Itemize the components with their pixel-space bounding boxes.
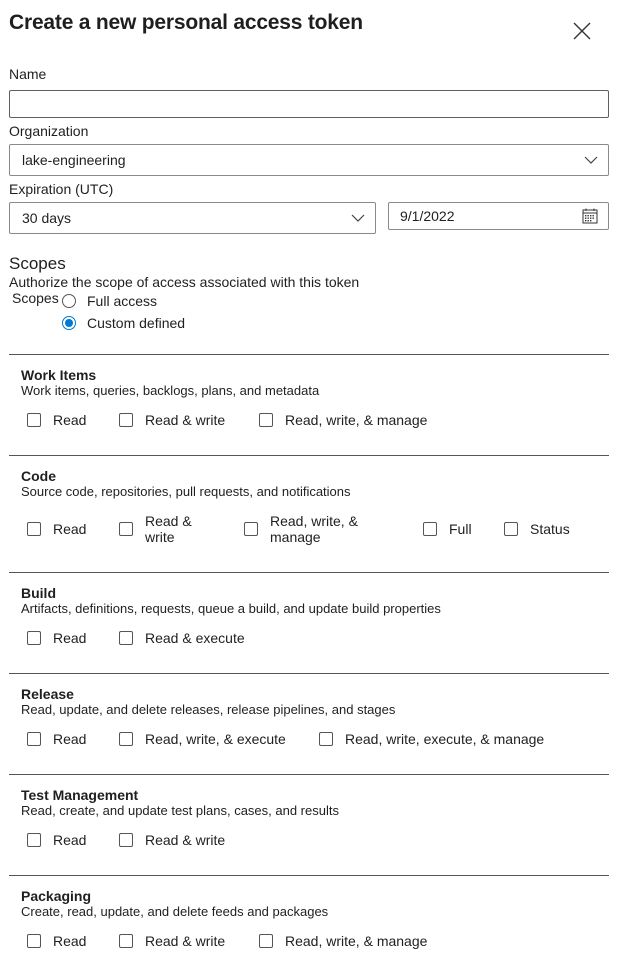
checkbox[interactable] <box>119 522 133 536</box>
section-divider <box>9 572 609 573</box>
checkbox[interactable] <box>27 413 41 427</box>
checkbox-label: Read <box>53 412 87 428</box>
checkbox[interactable] <box>119 833 133 847</box>
checkbox[interactable] <box>319 732 333 746</box>
checkbox[interactable] <box>27 934 41 948</box>
checkbox-label: Read <box>53 832 87 848</box>
chevron-down-icon <box>584 155 598 165</box>
checkbox-packaging-read-write[interactable] <box>119 933 225 949</box>
organization-value: lake-engineering <box>22 152 126 168</box>
scopes-description: Authorize the scope of access associated with this token <box>9 274 360 290</box>
section-desc-build: Artifacts, definitions, requests, queue a build, and update build properties <box>21 601 441 616</box>
checkbox-code-read[interactable] <box>27 521 86 537</box>
expiration-value: 30 days <box>22 210 72 226</box>
checkbox[interactable] <box>423 522 437 536</box>
checkbox[interactable] <box>27 833 41 847</box>
section-divider <box>9 455 609 456</box>
checkbox-label: Read <box>53 521 87 537</box>
section-desc-test-management: Read, create, and update test plans, cases, and results <box>21 803 339 818</box>
checkbox-packaging-manage[interactable] <box>259 933 427 949</box>
checkbox-label: Read & execute <box>145 630 245 646</box>
scopes-label: Scopes <box>12 290 59 306</box>
radio-custom-defined[interactable] <box>62 315 185 331</box>
checkbox-label: Read & write <box>145 933 226 949</box>
checkbox[interactable] <box>119 732 133 746</box>
checkbox-release-read[interactable] <box>27 731 86 747</box>
calendar-icon[interactable] <box>582 208 598 224</box>
checkbox[interactable] <box>119 934 133 948</box>
checkbox-build-read[interactable] <box>27 630 86 646</box>
checkbox-label: Read, write, & manage <box>270 513 358 545</box>
checkbox-label: Full <box>449 521 472 537</box>
checkbox-test-read-write[interactable] <box>119 832 225 848</box>
section-divider <box>9 774 609 775</box>
checkbox-label: Read, write, & manage <box>285 933 428 949</box>
radio-full-access[interactable] <box>62 293 157 309</box>
checkbox-label: Read <box>53 731 87 747</box>
expiration-label: Expiration (UTC) <box>9 181 114 197</box>
checkbox-label: Read, write, & execute <box>145 731 286 747</box>
radio-button[interactable] <box>62 294 76 308</box>
close-button[interactable] <box>570 20 594 44</box>
section-title-code: Code <box>21 468 56 484</box>
section-divider <box>9 875 609 876</box>
name-label: Name <box>9 66 47 82</box>
section-title-release: Release <box>21 686 74 702</box>
checkbox-work-items-manage[interactable] <box>259 412 427 428</box>
checkbox[interactable] <box>259 413 273 427</box>
checkbox-code-read-write[interactable] <box>119 513 209 545</box>
radio-label: Full access <box>87 293 158 309</box>
checkbox-label: Status <box>530 521 570 537</box>
checkbox-work-items-read[interactable] <box>27 412 86 428</box>
section-desc-work-items: Work items, queries, backlogs, plans, and metadata <box>21 383 320 398</box>
radio-button[interactable] <box>62 316 76 330</box>
organization-dropdown[interactable] <box>9 144 609 176</box>
section-divider <box>9 673 609 674</box>
checkbox-build-read-execute[interactable] <box>119 630 245 646</box>
checkbox[interactable] <box>119 413 133 427</box>
radio-label: Custom defined <box>87 315 186 331</box>
section-divider <box>9 354 609 355</box>
checkbox-label: Read <box>53 933 87 949</box>
checkbox-label: Read & write <box>145 513 192 545</box>
section-desc-packaging: Create, read, update, and delete feeds and packages <box>21 904 329 919</box>
checkbox-test-read[interactable] <box>27 832 86 848</box>
chevron-down-icon <box>351 213 365 223</box>
checkbox-code-full[interactable] <box>423 521 472 537</box>
checkbox-release-manage[interactable] <box>319 731 544 747</box>
checkbox[interactable] <box>504 522 518 536</box>
checkbox-label: Read <box>53 630 87 646</box>
checkbox[interactable] <box>27 631 41 645</box>
section-title-test-management: Test Management <box>21 787 139 803</box>
close-icon <box>570 20 594 44</box>
section-desc-release: Read, update, and delete releases, release pipelines, and stages <box>21 702 396 717</box>
expiration-dropdown[interactable] <box>9 202 376 234</box>
checkbox[interactable] <box>244 522 258 536</box>
checkbox[interactable] <box>259 934 273 948</box>
scopes-heading: Scopes <box>9 254 66 273</box>
checkbox-label: Read, write, execute, & manage <box>345 731 545 747</box>
checkbox-packaging-read[interactable] <box>27 933 86 949</box>
expiration-date-field[interactable] <box>388 202 609 230</box>
checkbox-label: Read & write <box>145 832 226 848</box>
checkbox-work-items-read-write[interactable] <box>119 412 225 428</box>
organization-label: Organization <box>9 123 89 139</box>
checkbox-code-manage[interactable] <box>244 513 384 545</box>
dialog-title: Create a new personal access token <box>9 11 363 34</box>
checkbox-code-status[interactable] <box>504 521 570 537</box>
checkbox[interactable] <box>119 631 133 645</box>
section-title-work-items: Work Items <box>21 367 97 383</box>
checkbox-label: Read & write <box>145 412 226 428</box>
expiration-date-value: 9/1/2022 <box>400 208 455 224</box>
checkbox[interactable] <box>27 522 41 536</box>
section-desc-code: Source code, repositories, pull requests, and notifications <box>21 484 351 499</box>
checkbox-label: Read, write, & manage <box>285 412 428 428</box>
section-title-packaging: Packaging <box>21 888 92 904</box>
checkbox-release-execute[interactable] <box>119 731 286 747</box>
name-input[interactable] <box>9 90 609 118</box>
section-title-build: Build <box>21 585 56 601</box>
checkbox[interactable] <box>27 732 41 746</box>
